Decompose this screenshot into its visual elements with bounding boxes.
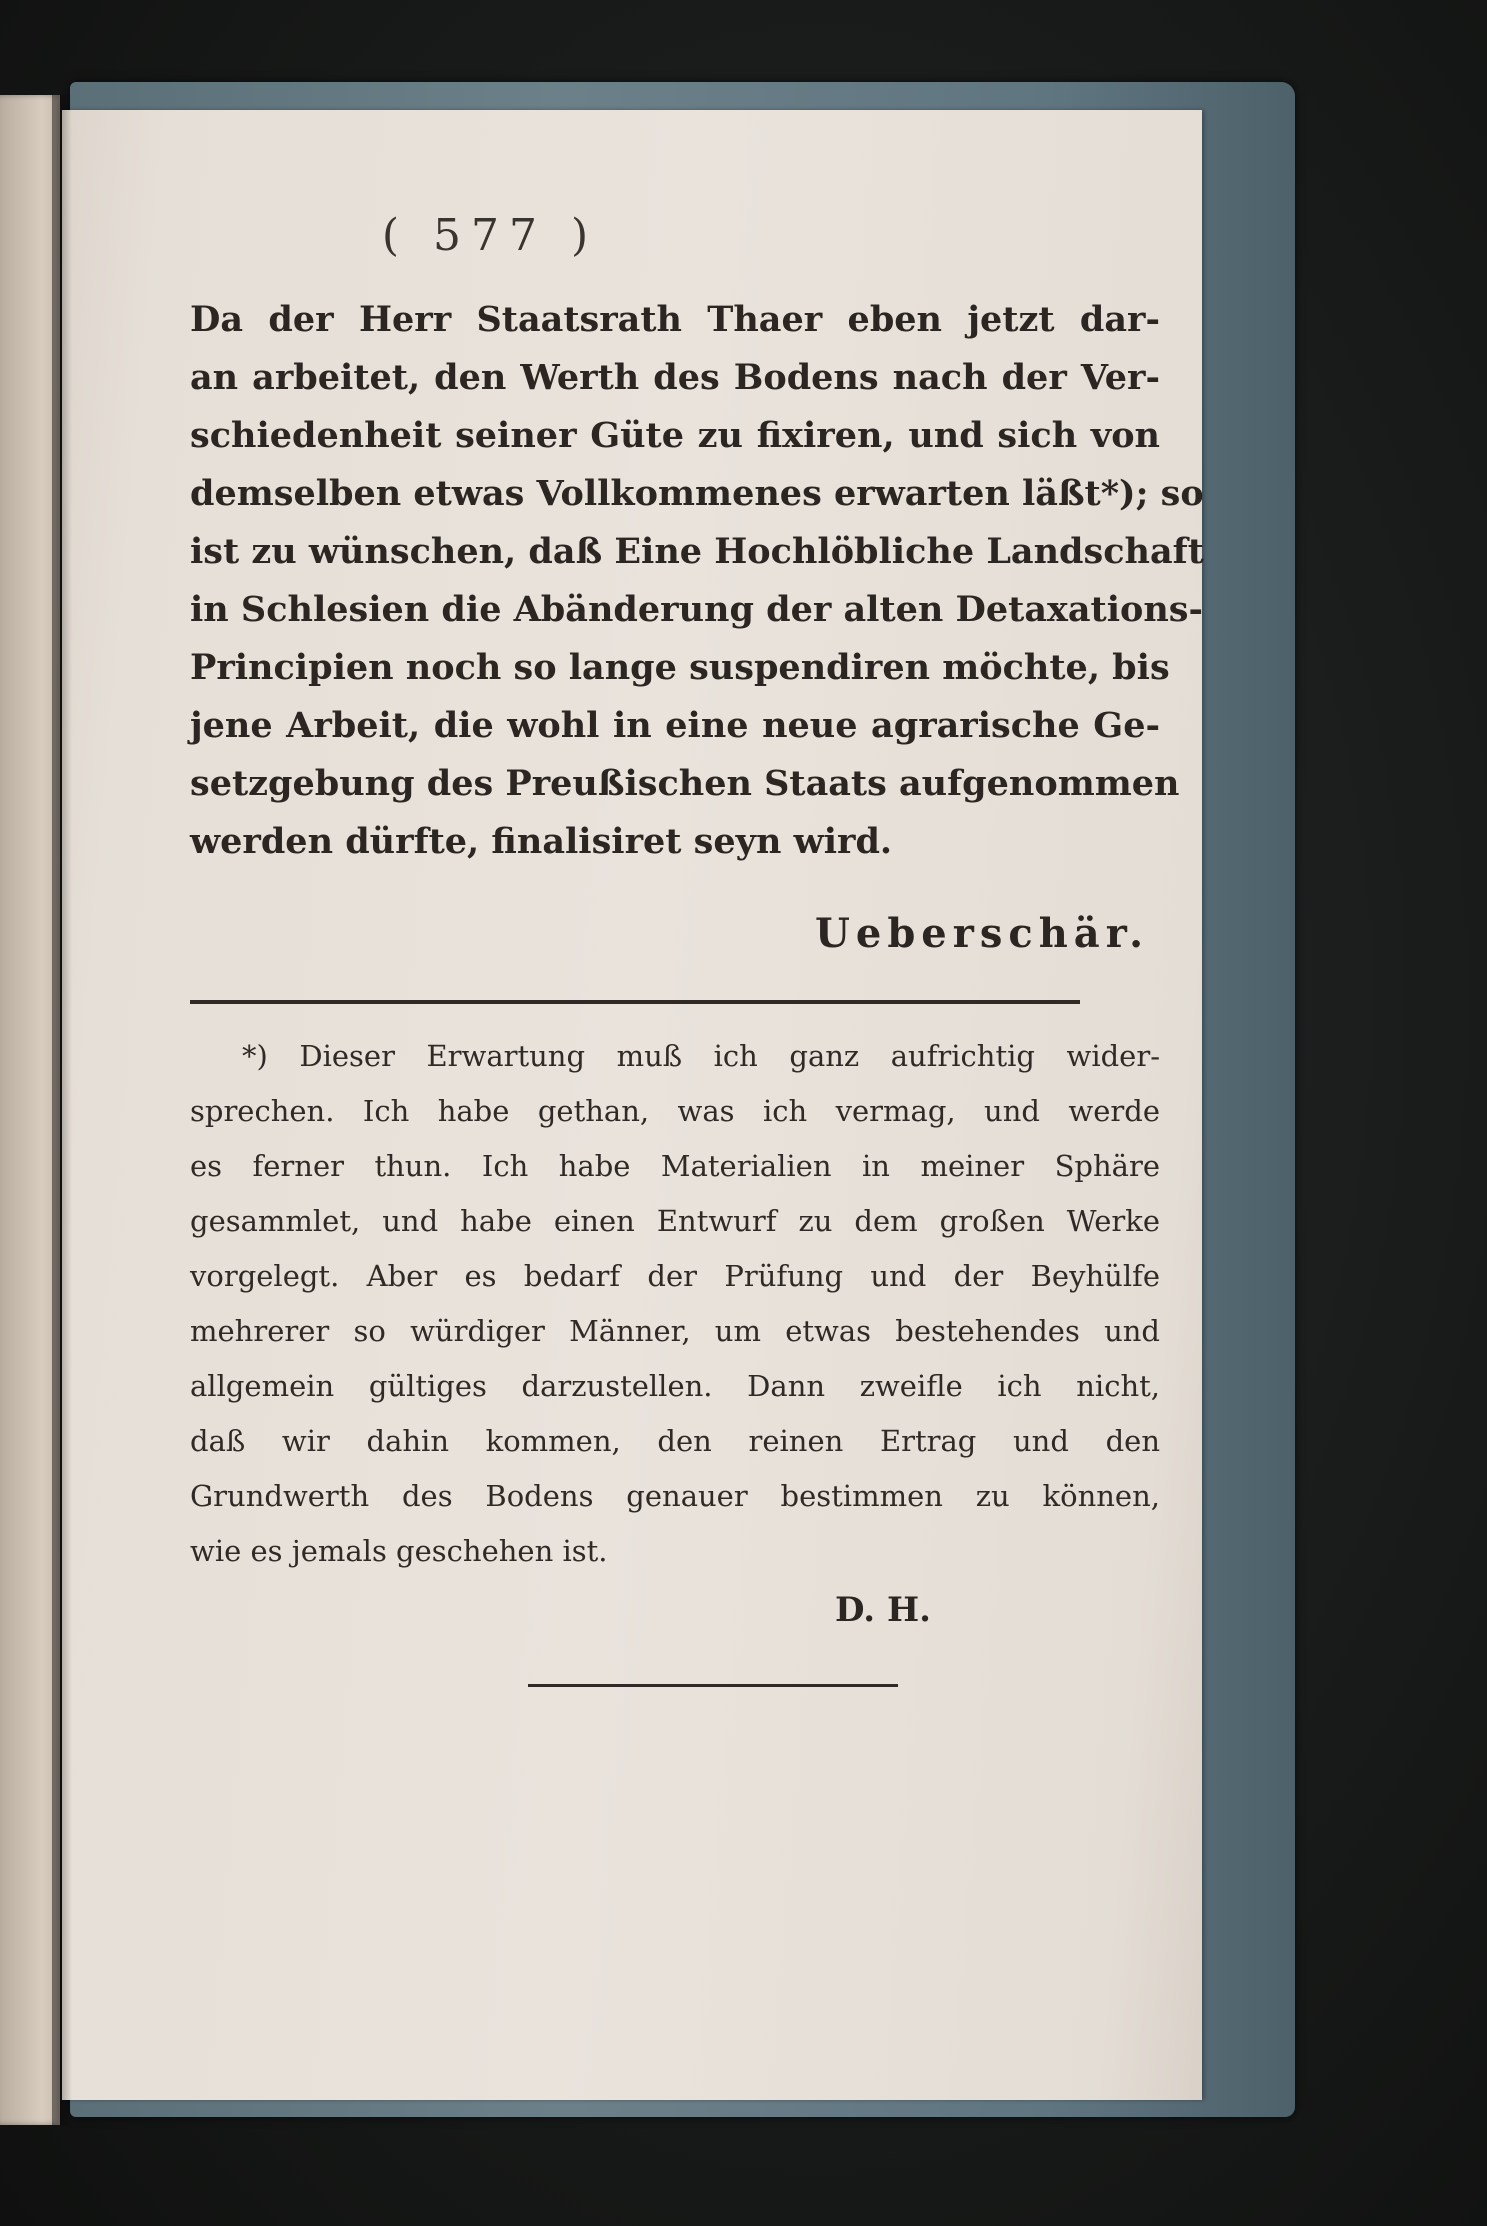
previous-page-edge <box>0 95 60 2125</box>
footnote-line: wie es jemals geschehen ist. <box>190 1534 608 1568</box>
book-page <box>62 110 1202 2100</box>
spine-shadow <box>52 95 72 2125</box>
footnote-line: daß wir dahin kommen, den reinen Ertrag und den <box>190 1424 1160 1458</box>
body-line: setzgebung des Preußischen Staats aufgenommen <box>190 763 1180 804</box>
body-line: in Schlesien die Abänderung der alten Detaxations- <box>190 589 1204 630</box>
footnote-line: mehrerer so würdiger Männer, um etwas bestehendes und <box>190 1314 1160 1348</box>
footnote-separator-rule <box>190 1000 1080 1004</box>
footnote-line: sprechen. Ich habe gethan, was ich vermag, und werde <box>190 1094 1160 1128</box>
footnote-line: vorgelegt. Aber es bedarf der Prüfung und der Beyhülfe <box>190 1259 1160 1293</box>
body-line: an arbeitet, den Werth des Bodens nach der Ver- <box>190 357 1160 398</box>
closing-rule <box>528 1684 898 1687</box>
footnote-line: gesammlet, und habe einen Entwurf zu dem großen Werke <box>190 1204 1160 1238</box>
footnote-line: Grundwerth des Bodens genauer bestimmen zu können, <box>190 1479 1160 1513</box>
body-line: schiedenheit seiner Güte zu fixiren, und sich von <box>190 415 1160 456</box>
body-line: Principien noch so lange suspendiren möchte, bis <box>190 647 1170 688</box>
footnote-line: es ferner thun. Ich habe Materialien in meiner Sphäre <box>190 1149 1160 1183</box>
body-line: demselben etwas Vollkommenes erwarten läßt*); so <box>190 473 1204 514</box>
body-line: ist zu wünschen, daß Eine Hochlöbliche Landschaft <box>190 531 1204 572</box>
body-line: Da der Herr Staatsrath Thaer eben jetzt dar- <box>190 299 1160 340</box>
footnote-line: allgemein gültiges darzustellen. Dann zweifle ich nicht, <box>190 1369 1160 1403</box>
footnote-initials: D. H. <box>835 1590 931 1630</box>
author-signature: Ueberschär. <box>815 910 1150 957</box>
body-line: werden dürfte, finalisiret seyn wird. <box>190 821 893 862</box>
footnote-line: *) Dieser Erwartung muß ich ganz aufrichtig wider- <box>242 1039 1160 1073</box>
page-number: ( 577 ) <box>381 210 599 261</box>
body-line: jene Arbeit, die wohl in eine neue agrarische Ge- <box>190 705 1160 746</box>
